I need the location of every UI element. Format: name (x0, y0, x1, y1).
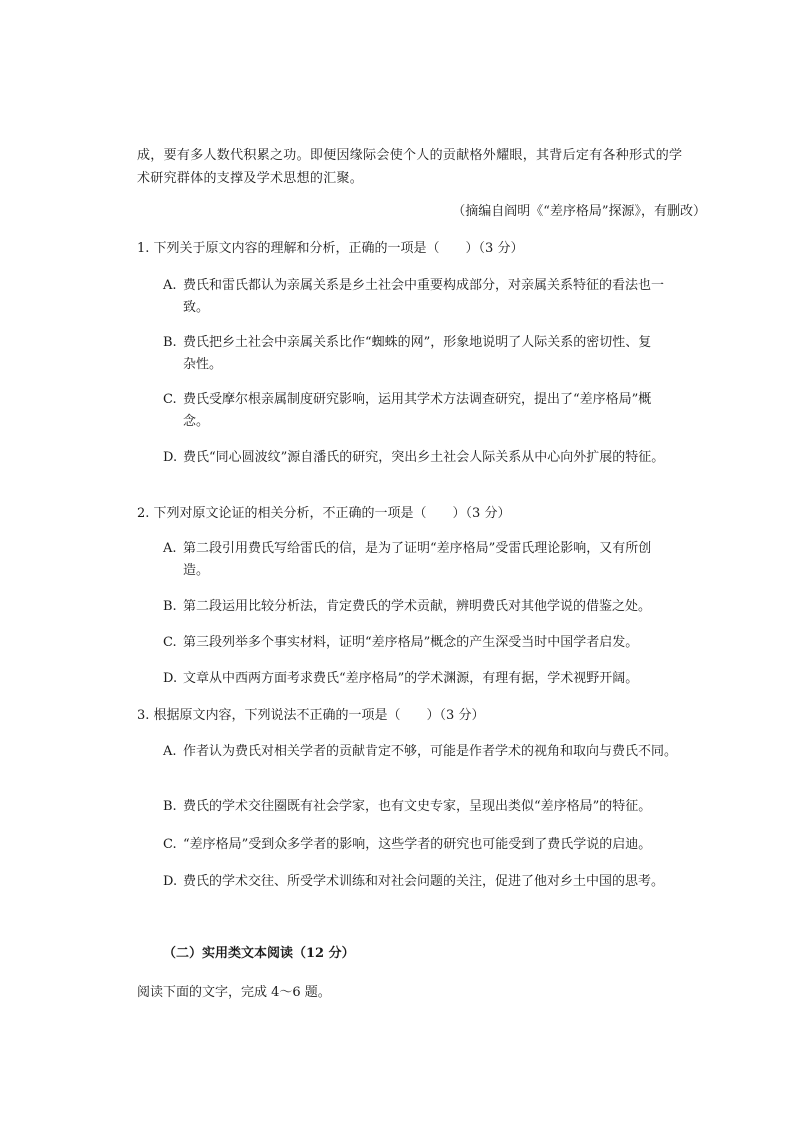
q2-option-c-text-1: 第三段列举多个事实材料，证明“差序格局”概念的产生深受当时中国学者启发。 (183, 635, 639, 650)
q2-option-d-text-1: 文章从中西两方面考求费氏“差序格局”的学术渊源，有理有据，学术视野开阔。 (183, 671, 639, 686)
q2-option-a-letter: A. (163, 541, 177, 556)
q1-option-c-text-2: 念。 (183, 414, 210, 429)
q3-option-d-text-1: 费氏的学术交往、所受学术训练和对社会问题的关注，促进了他对乡土中国的思考。 (183, 874, 665, 889)
q1-option-c-letter: C. (163, 392, 177, 407)
q3-option-b-letter: B. (163, 799, 177, 814)
q1-option-b-letter: B. (163, 335, 177, 350)
q2-option-d-letter: D. (163, 671, 178, 686)
q2-option-a-text-1: 第二段引用费氏写给雷氏的信，是为了证明“差序格局”受雷氏理论影响，又有所创 (183, 541, 652, 556)
q3-option-c-letter: C. (163, 837, 177, 852)
section-instruction: 阅读下面的文字，完成 4～6 题。 (137, 985, 331, 1000)
q1-option-c-text-1: 费氏受摩尔根亲属制度研究影响，运用其学术方法调查研究，提出了“差序格局”概 (183, 392, 652, 407)
q3-option-c-text-1: “差序格局”受到众多学者的影响，这些学者的研究也可能受到了费氏学说的启迪。 (183, 837, 652, 852)
q2-option-b-letter: B. (163, 599, 177, 614)
q3-option-b-text-1: 费氏的学术交往圈既有社会学家，也有文史专家，呈现出类似“差序格局”的特征。 (183, 799, 652, 814)
q3-option-a-letter: A. (163, 744, 177, 759)
q3-option-d-letter: D. (163, 874, 178, 889)
q2-option-b-text-1: 第二段运用比较分析法，肯定费氏的学术贡献，辨明费氏对其他学说的借鉴之处。 (183, 599, 652, 614)
q1-option-d-text-1: 费氏“同心圆波纹”源自潘氏的研究，突出乡土社会人际关系从中心向外扩展的特征。 (183, 450, 665, 465)
q3-option-a-text-1: 作者认为费氏对相关学者的贡献肯定不够，可能是作者学术的视角和取向与费氏不同。 (183, 744, 678, 759)
question-2-stem: 2. 下列对原文论证的相关分析，不正确的一项是（ ）（3 分） (137, 506, 511, 521)
intro-line-1: 成，要有多人数代积累之功。即便因缘际会使个人的贡献格外耀眼，其背后定有各种形式的学 (137, 148, 683, 163)
source-citation: （摘编自阎明《“差序格局”探源》，有删改） (452, 204, 706, 219)
q1-option-a-text-2: 致。 (183, 300, 210, 315)
question-1-stem: 1. 下列关于原文内容的理解和分析，正确的一项是（ ）（3 分） (137, 241, 524, 256)
q2-option-c-letter: C. (163, 635, 177, 650)
q1-option-b-text-2: 杂性。 (183, 357, 223, 372)
q1-option-b-text-1: 费氏把乡土社会中亲属关系比作“蜘蛛的网”，形象地说明了人际关系的密切性、复 (183, 335, 652, 350)
q2-option-a-text-2: 造。 (183, 563, 210, 578)
q1-option-a-letter: A. (163, 278, 177, 293)
question-3-stem: 3. 根据原文内容，下列说法不正确的一项是（ ）（3 分） (137, 708, 485, 723)
q1-option-a-text-1: 费氏和雷氏都认为亲属关系是乡土社会中重要构成部分，对亲属关系特征的看法也一 (183, 278, 665, 293)
intro-line-2: 术研究群体的支撑及学术思想的汇聚。 (137, 171, 364, 186)
q1-option-d-letter: D. (163, 450, 178, 465)
section-heading: （二）实用类文本阅读（12 分） (163, 946, 355, 961)
